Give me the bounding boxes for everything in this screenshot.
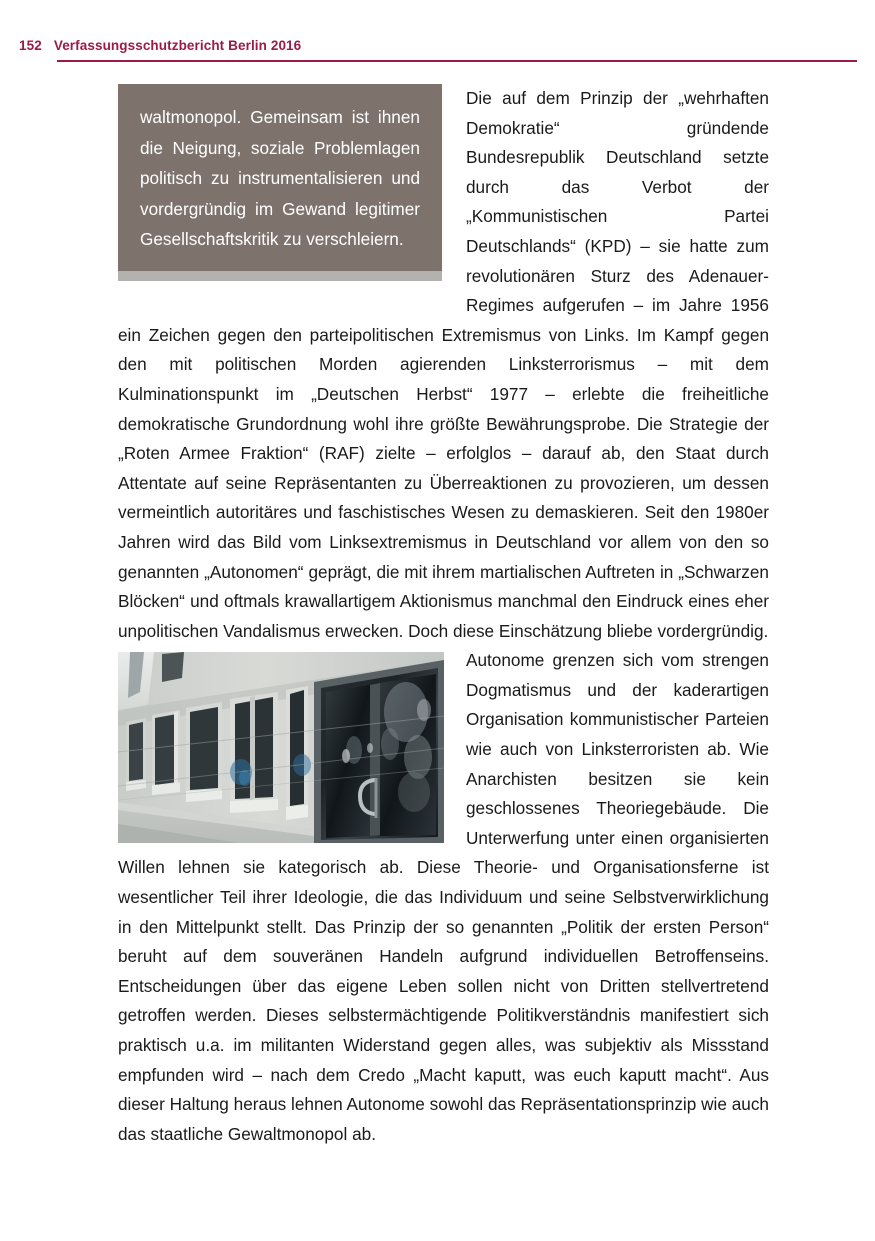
text-frame [118,84,769,1149]
header-rule [57,60,857,62]
pullquote-box [118,84,442,281]
paragraph-1: Die auf dem Prinzip der „wehrhaften Demokratie“ gründende Bundesrepublik Deutschland setzte durch das Verbot der „Kommunistischen Partei Deutschlands“ (KPD) – sie hatte zum revolutionären Sturz des Adenauer-Regimes aufgerufen – im Jahre 1956 ein Zeichen gegen den parteipolitischen Extremismus von Links. Im Kampf gegen den mit politischen Morden agierenden Linksterrorismus – mit dem Kulminationspunkt im „Deutschen Herbst“ 1977 – erlebte die freiheitliche demokratische Grundordnung wohl ihre größte Bewährungsprobe. Die Strategie der „Roten Armee Fraktion“ (RAF) zielte – erfolglos – darauf ab, den Staat durch Attentate auf seine Repräsentanten zu Überreaktionen zu provozieren, um dessen vermeintlich autoritäres und faschistisches Wesen zu demaskieren. Seit den 1980er Jahren wird das Bild vom Linksextremismus in Deutschland vor allem von den so genannten „Autonomen“ geprägt, die mit ihrem martialischen Auftreten in „Schwarzen Blöcken“ und oftmals krawallartigem Aktionismus manchmal den Eindruck eines eher unpolitischen Vandalismus erwecken. Doch diese Einschätzung bliebe vordergründig. [118,88,769,641]
pullquote-text: waltmonopol. Gemeinsam ist ihnen die Neigung, soziale Problemlagen politisch zu instrumentalisieren und vordergründig im Gewand legitimer Gesellschaftskritik zu verschleiern. [140,107,420,249]
facade-illustration [118,652,444,843]
paragraph-2: Autonome grenzen sich vom strengen Dogmatismus und der kaderartigen Organisation kommunistischer Parteien wie auch von Linksterroristen ab. Wie Anarchisten besitzen sie kein geschlossenes Theoriegebäude. Die Unterwerfung unter einen organisierten Willen lehnen sie kategorisch ab. Diese Theorie- und Organisationsferne ist wesentlicher Teil ihrer Ideologie, die das Individuum und seine Selbstverwirklichung in den Mittelpunkt stellt. Das Prinzip der so genannten „Politik der ersten Person“ beruht auf dem souveränen Handeln aufgrund individuellen Betroffenseins. Entscheidungen über das eigene Leben sollen nicht von Dritten stellvertretend getroffen werden. Dieses selbstermächtigende Politikverständnis manifestiert sich praktisch u.a. im militanten Widerstand gegen alles, was subjektiv als Missstand empfunden wird – nach dem Credo „Macht kaputt, was euch kaputt macht“. Aus dieser Haltung heraus lehnen Autonome sowohl das Repräsentationsprinzip wie auch das staatliche Gewaltmonopol ab. [118,650,769,1144]
building-facade-photo [118,652,444,843]
document-title: Verfassungsschutzbericht Berlin 2016 [53,38,302,53]
running-header [19,38,856,53]
page-number: 152 [19,38,42,53]
